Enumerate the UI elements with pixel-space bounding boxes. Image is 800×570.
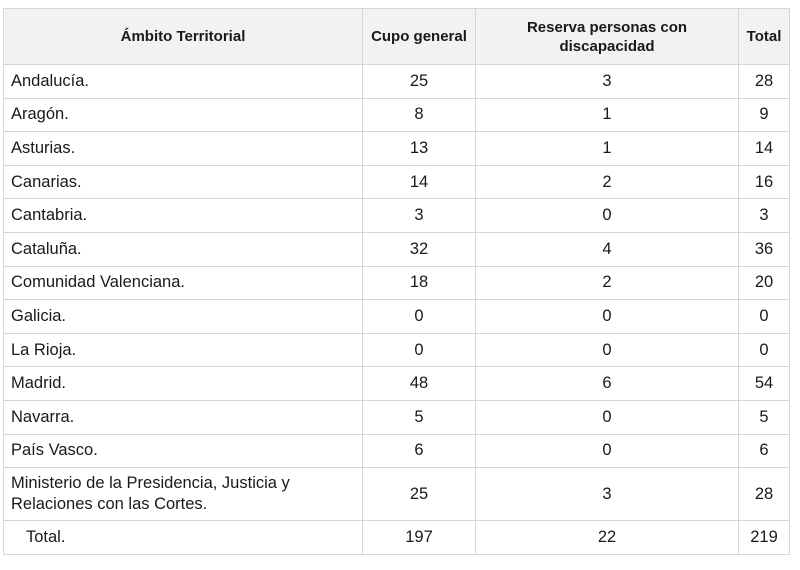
table-row bbox=[4, 132, 790, 166]
cell-disability: 0 bbox=[476, 199, 739, 233]
cell-total: 28 bbox=[739, 65, 790, 99]
cell-total: 0 bbox=[739, 300, 790, 334]
cell-territory: Ministerio de la Presidencia, Justicia y Relaciones con las Cortes. bbox=[4, 468, 363, 521]
cell-general: 3 bbox=[363, 199, 476, 233]
cell-territory-total: Total. bbox=[4, 521, 363, 555]
table-row bbox=[4, 266, 790, 300]
table-row bbox=[4, 232, 790, 266]
cell-total: 0 bbox=[739, 333, 790, 367]
cell-general: 18 bbox=[363, 266, 476, 300]
cell-general: 6 bbox=[363, 434, 476, 468]
header-territory: Ámbito Territorial bbox=[4, 9, 363, 65]
table-row bbox=[4, 65, 790, 99]
cell-territory: Comunidad Valenciana. bbox=[4, 266, 363, 300]
cell-general: 25 bbox=[363, 65, 476, 99]
table-header bbox=[4, 9, 790, 65]
cell-disability: 1 bbox=[476, 132, 739, 166]
table-body bbox=[4, 65, 790, 555]
table-row bbox=[4, 98, 790, 132]
header-row bbox=[4, 9, 790, 65]
cell-disability-total: 22 bbox=[476, 521, 739, 555]
cell-general: 8 bbox=[363, 98, 476, 132]
cell-general: 13 bbox=[363, 132, 476, 166]
cell-territory: País Vasco. bbox=[4, 434, 363, 468]
totals-row bbox=[4, 521, 790, 555]
cell-total: 28 bbox=[739, 468, 790, 521]
cell-disability: 0 bbox=[476, 400, 739, 434]
allocation-table-container bbox=[3, 8, 790, 555]
table-row bbox=[4, 434, 790, 468]
table-row bbox=[4, 165, 790, 199]
table-row bbox=[4, 400, 790, 434]
cell-territory: Galicia. bbox=[4, 300, 363, 334]
cell-territory: Canarias. bbox=[4, 165, 363, 199]
cell-general: 5 bbox=[363, 400, 476, 434]
cell-total: 9 bbox=[739, 98, 790, 132]
table-row bbox=[4, 468, 790, 521]
cell-total: 14 bbox=[739, 132, 790, 166]
cell-general: 0 bbox=[363, 333, 476, 367]
cell-general: 25 bbox=[363, 468, 476, 521]
header-general-quota: Cupo general bbox=[363, 9, 476, 65]
table-row bbox=[4, 300, 790, 334]
allocation-table bbox=[3, 8, 790, 555]
cell-total: 3 bbox=[739, 199, 790, 233]
cell-disability: 1 bbox=[476, 98, 739, 132]
cell-disability: 4 bbox=[476, 232, 739, 266]
header-disability-reserve: Reserva personas con discapacidad bbox=[476, 9, 739, 65]
cell-territory: La Rioja. bbox=[4, 333, 363, 367]
cell-territory: Cantabria. bbox=[4, 199, 363, 233]
cell-disability: 0 bbox=[476, 333, 739, 367]
cell-territory: Asturias. bbox=[4, 132, 363, 166]
cell-disability: 3 bbox=[476, 468, 739, 521]
cell-disability: 0 bbox=[476, 300, 739, 334]
cell-general: 14 bbox=[363, 165, 476, 199]
cell-total: 6 bbox=[739, 434, 790, 468]
cell-territory: Navarra. bbox=[4, 400, 363, 434]
cell-general: 48 bbox=[363, 367, 476, 401]
cell-total: 5 bbox=[739, 400, 790, 434]
cell-disability: 2 bbox=[476, 266, 739, 300]
cell-disability: 6 bbox=[476, 367, 739, 401]
cell-general: 32 bbox=[363, 232, 476, 266]
cell-territory: Andalucía. bbox=[4, 65, 363, 99]
cell-disability: 3 bbox=[476, 65, 739, 99]
cell-total: 20 bbox=[739, 266, 790, 300]
cell-territory: Aragón. bbox=[4, 98, 363, 132]
cell-grand-total: 219 bbox=[739, 521, 790, 555]
cell-disability: 0 bbox=[476, 434, 739, 468]
cell-disability: 2 bbox=[476, 165, 739, 199]
header-total: Total bbox=[739, 9, 790, 65]
cell-territory: Madrid. bbox=[4, 367, 363, 401]
cell-total: 54 bbox=[739, 367, 790, 401]
cell-territory: Cataluña. bbox=[4, 232, 363, 266]
table-row bbox=[4, 367, 790, 401]
cell-total: 36 bbox=[739, 232, 790, 266]
cell-general: 0 bbox=[363, 300, 476, 334]
table-row bbox=[4, 199, 790, 233]
cell-total: 16 bbox=[739, 165, 790, 199]
cell-general-total: 197 bbox=[363, 521, 476, 555]
table-row bbox=[4, 333, 790, 367]
